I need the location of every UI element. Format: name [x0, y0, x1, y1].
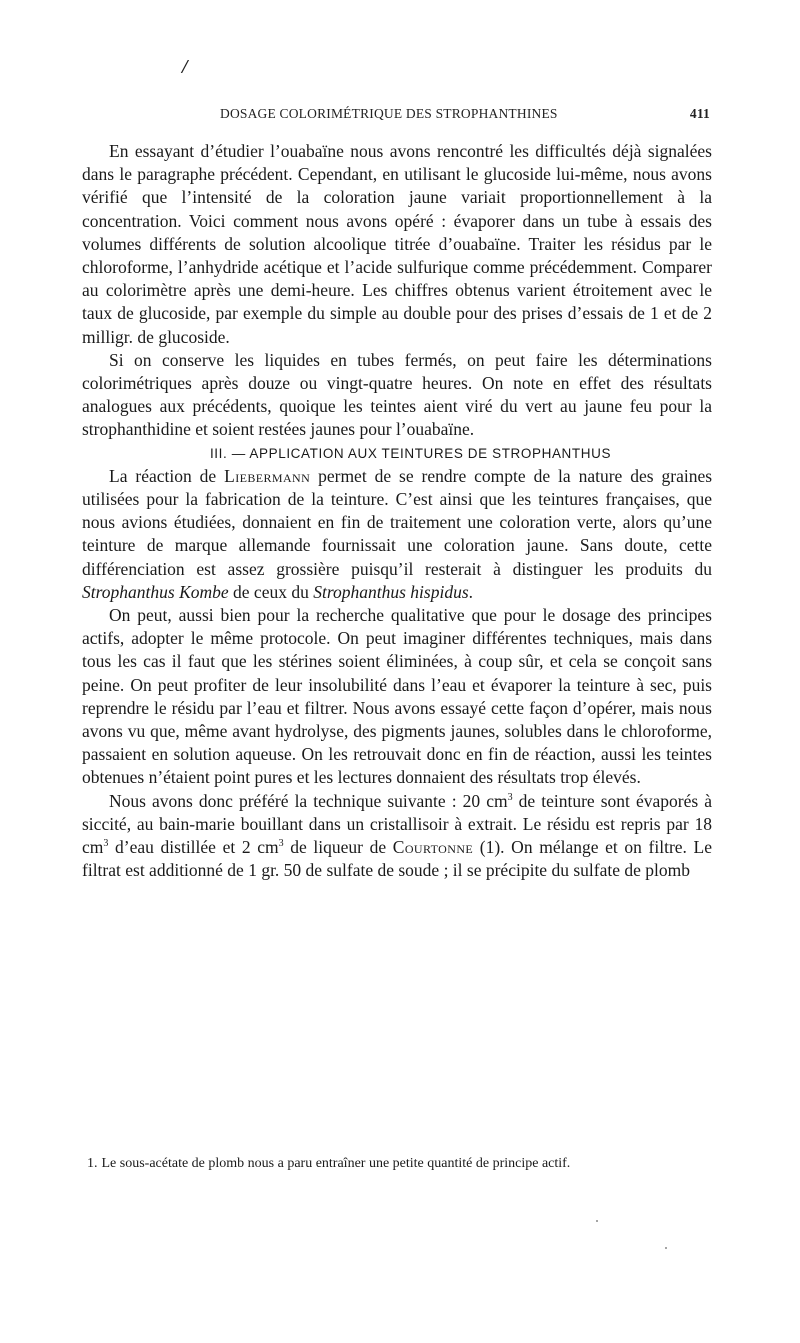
species-hispidus: Strophanthus hispidus — [313, 581, 469, 602]
p5-text-c: d’eau distillée et 2 cm — [115, 837, 279, 858]
p3-text-c: de ceux du — [233, 581, 309, 602]
ink-speck — [665, 1247, 667, 1249]
p5-text-d: de liqueur de — [290, 837, 387, 858]
paragraph-protocol: On peut, aussi bien pour la recherche qualitative que pour le dosage des principes actifs, adopter le même protocole. On peut imaginer différentes techniques, mais dans tous les cas il faut que les stérines soient éliminées, à coup sûr, et cela se conçoit sans peine. On peut profiter de leur insolubilité dans l’eau et évaporer la teinture à sec, puis reprendre le résidu par l’eau et filtrer. Nous avons essayé cette façon d’opérer, mais nous avons vu que, même avant hydrolyse, des pigments jaunes, solubles dans le chloroforme, passaient en solution aqueuse. On les retrouvait donc en fin de réaction, aussi les teintes obtenues n’étaient point pures et les lectures donnaient des résultats trop élevés. — [82, 605, 712, 788]
author-courtonne: Courtonne — [392, 837, 474, 858]
running-head-title: DOSAGE COLORIMÉTRIQUE DES STROPHANTHINES — [220, 106, 558, 121]
author-liebermann: Liebermann — [224, 465, 311, 486]
species-kombe: Strophanthus Kombe — [82, 581, 229, 602]
paragraph-liebermann — [82, 465, 712, 604]
paragraph-technique — [82, 790, 712, 883]
paragraph-ouabaine: En essayant d’étudier l’ouabaïne nous avons rencontré les difficultés déjà signalées dans le paragraphe précédent. Cependant, en utilisant le glucoside lui-même, nous avons vérifié que l’intensité de la coloration jaune variait proportionnellement à la concentration. Voici comment nous avons opéré : évaporer dans un tube à essais des volumes différents de solution alcoolique titrée d’ouabaïne. Traiter les résidus par le chloroforme, l’anhydride acétique et l’acide sulfurique comme précédemment. Comparer au colorimètre après une demi-heure. Les chiffres obtenus varient étroitement avec le taux de glucoside, par exemple du simple au double pour des prises d’essais de 1 et de 2 milligr. de glucoside. — [82, 141, 712, 347]
footnote — [82, 1154, 712, 1173]
section-heading: III. — APPLICATION AUX TEINTURES DE STROPHANTHUS — [209, 445, 612, 461]
p5-text-a: Nous avons donc préféré la technique suivante : 20 cm — [109, 790, 508, 811]
p3-text-d: . — [468, 581, 474, 602]
footnote-marker: 1. — [87, 1156, 98, 1171]
superscript-cube-1: 3 — [507, 791, 513, 803]
body-text — [82, 140, 712, 883]
p3-text-a: La réaction de — [109, 465, 217, 486]
superscript-cube-2: 3 — [103, 838, 109, 850]
footnote-reference: (1) — [479, 837, 501, 858]
footnote-line — [82, 1154, 712, 1173]
p3-text-b: permet de se rendre compte de la nature des graines utilisées pour la fabrication de la teinture. C’est ainsi que les teintures françaises, que nous avions étudiées, donnaient en fin de traitement une coloration verte, alors qu’une teinture de marque allemande fournissait une coloration jaune. Sans doute, cette différenciation est assez grossière puisqu’il resterait à distinguer les produits du — [82, 465, 713, 579]
ink-speck — [596, 1220, 598, 1222]
p5-text-e: . On mélange et on filtre. Le filtrat est additionné de 1 gr. 50 de sulfate de soude ; il se précipite du sulfate de plomb — [82, 837, 713, 881]
paragraph-conservation: Si on conserve les liquides en tubes fermés, on peut faire les déterminations colorimétriques après douze ou vingt-quatre heures. On note en effet des résultats analogues aux précédents, quoique les teintes aient viré du vert au jaune feu pour la strophanthidine et soient restées jaunes pour l’ouabaïne. — [82, 349, 712, 440]
superscript-cube-3: 3 — [278, 838, 284, 850]
footnote-text: Le sous-acétate de plomb nous a paru entraîner une petite quantité de principe actif. — [101, 1156, 571, 1171]
page-number: 411 — [689, 106, 710, 121]
p5-text-b: de teinture sont évaporés à siccité, au bain-marie bouillant dans un cristallisoir à extrait. Le résidu est repris par 18 cm — [82, 790, 712, 858]
stray-ink-mark: / — [182, 56, 188, 78]
